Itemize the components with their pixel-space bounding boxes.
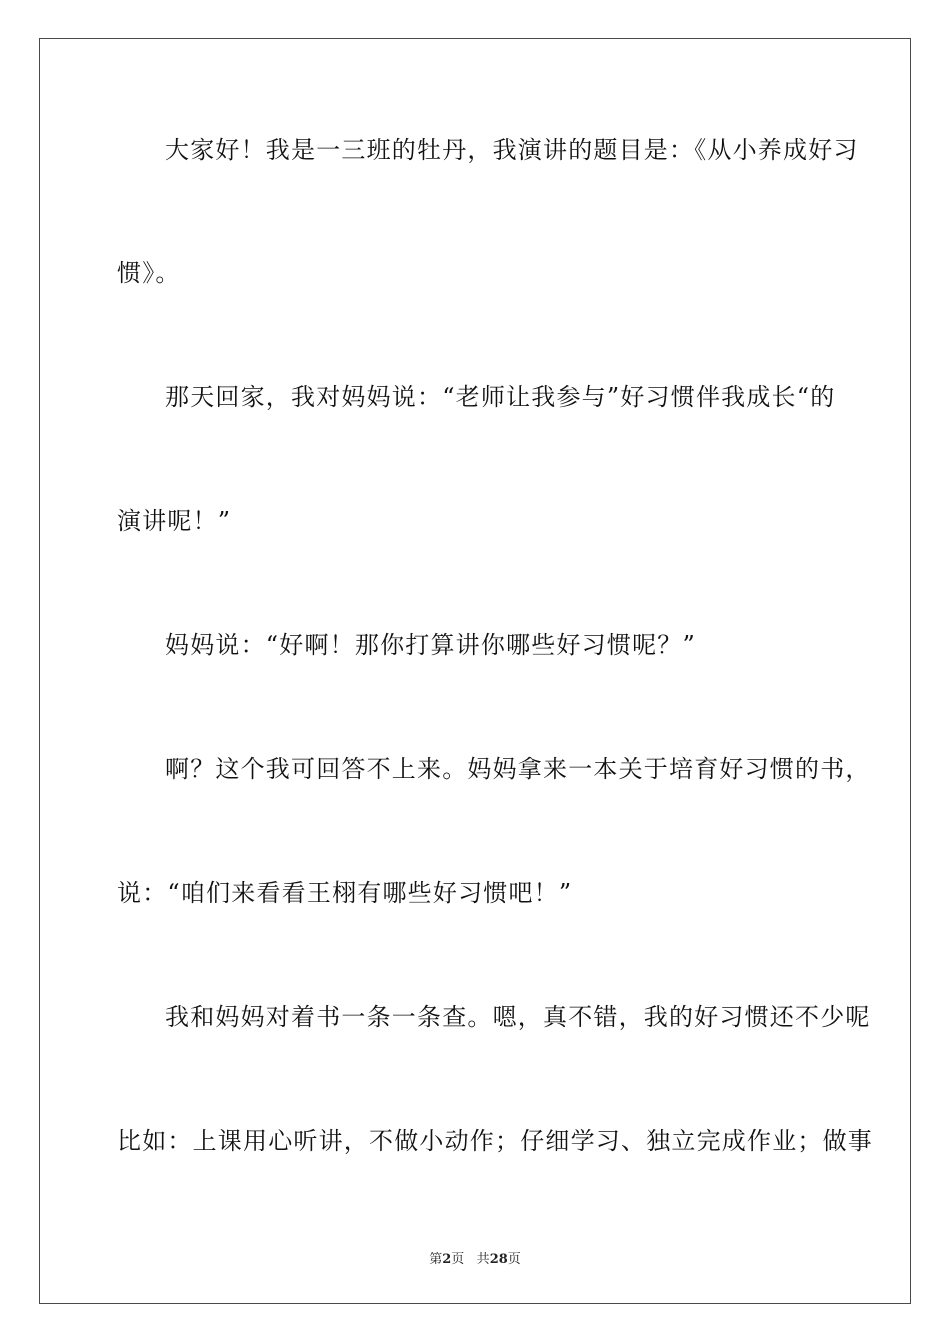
paragraph-line: 演讲呢！” xyxy=(117,507,232,535)
paragraph-line: 妈妈说：“好啊！那你打算讲你哪些好习惯呢？” xyxy=(165,631,696,659)
paragraph-line: 比如：上课用心听讲，不做小动作；仔细学习、独立完成作业；做事 xyxy=(117,1127,873,1155)
total-suffix: 页 xyxy=(507,1252,521,1267)
page-footer xyxy=(0,1248,950,1267)
page-suffix: 页 xyxy=(451,1252,465,1267)
paragraph-line: 我和妈妈对着书一条一条查。嗯，真不错，我的好习惯还不少呢 xyxy=(165,1003,871,1031)
paragraph-line: 惯》。 xyxy=(117,259,181,287)
paragraph-line: 那天回家，我对妈妈说：“老师让我参与”好习惯伴我成长“的 xyxy=(165,383,836,411)
page-border xyxy=(39,38,911,1304)
page-prefix: 第 xyxy=(429,1252,443,1267)
paragraph-line: 大家好！我是一三班的牡丹，我演讲的题目是：《从小养成好习 xyxy=(165,136,859,164)
total-prefix: 共 xyxy=(476,1252,490,1267)
paragraph-line: 啊？这个我可回答不上来。妈妈拿来一本关于培育好习惯的书， xyxy=(165,755,871,783)
paragraph-line: 说：“咱们来看看王栩有哪些好习惯吧！” xyxy=(117,879,573,907)
total-pages: 28 xyxy=(489,1252,508,1267)
page-number: 2 xyxy=(442,1252,452,1267)
